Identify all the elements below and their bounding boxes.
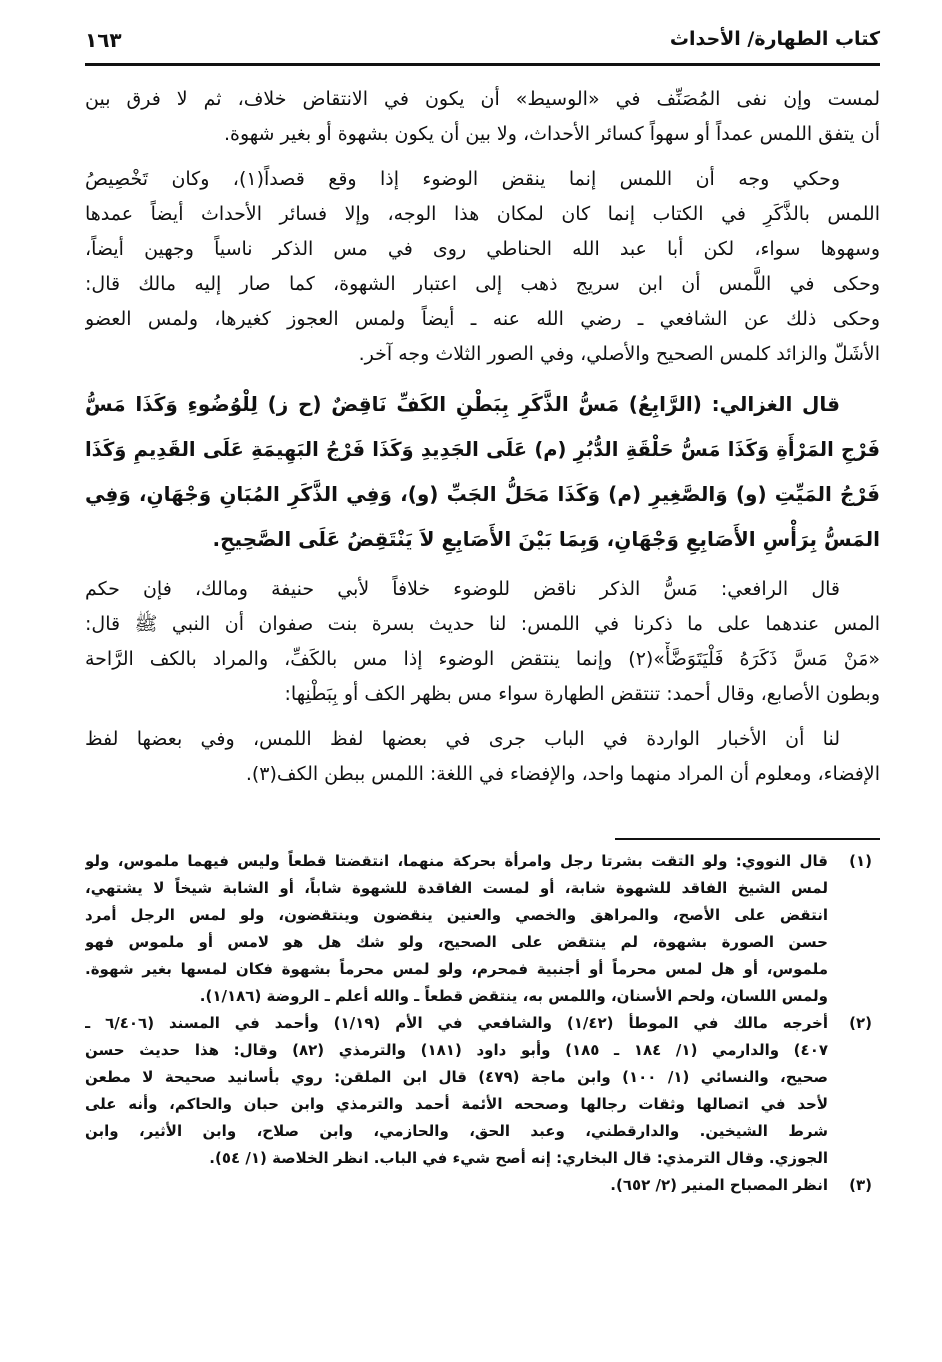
text-line: الإفضاء، ومعلوم أن المراد منهما واحد، والإفضاء في اللغة: اللمس ببطن الكف(٣).: [245, 763, 880, 785]
text-line: المَسُّ بِرَأْسِ الأَصَابِعِ وَجْهَانِ، وَبِمَا بَيْنَ الأَصَابِعِ لاَ يَنْتَقِضُ عَلَى الصَّحِيحِ.: [212, 527, 880, 551]
text-line: حسن الصورة بشهوة، لم ينتقض على الصحيح، ولو شك هل هو لامس أو ملموس فهو: [85, 933, 828, 951]
main-text: [85, 82, 880, 802]
text-line: انظر المصباح المنير (٢/ ٦٥٢).: [610, 1176, 828, 1194]
text-line: لمس الشيخ الفاقد للشهوة شابة، أو لمست الفاقدة للشهوة شاباً، أو الشابة شيخاً لا يشتهي،: [85, 879, 828, 897]
footnote-separator: [615, 838, 880, 840]
text-line: شرط الشيخين. والدارقطني، وعبد الحق، والحازمي، وابن صلاح، وابن الأثير، وابن: [85, 1122, 828, 1140]
text-line: فَرْجِ المَرْأَةِ وَكَذَا مَسُّ حَلْقَةِ الدُّبُرِ (م) عَلَى الجَدِيدِ وَكَذَا فَرْجُ البَهِيمَةِ عَلَى القَدِيمِ وَكَذَا: [85, 438, 880, 461]
matn-paragraph: [85, 382, 880, 562]
text-line: ملموس، أو هل لمس محرماً أو أجنبية فمحرم، ولو لمس محرماً بشهوة فكان لمسها بغير شهوة.: [85, 960, 828, 978]
footnote-number: (١): [849, 852, 872, 870]
text-line: وحكي وجه أن اللمس إنما ينقض الوضوء إذا وقع قصداً(١)، وكان تَخْصِيصُ: [85, 168, 840, 190]
page-number: ١٦٣: [85, 28, 122, 52]
text-line: وبطون الأصابع، وقال أحمد: تنتقض الطهارة سواء مس بظهر الكف أو بِبَطْنِها:: [284, 683, 880, 705]
footnote-number: (٢): [849, 1014, 872, 1032]
text-line: وحكى في اللَّمس أن ابن سريج ذهب إلى اعتبار الشهوة، كما صار إليه مالك قال:: [85, 273, 880, 295]
footnote: [85, 848, 880, 1010]
footnote: [85, 1010, 880, 1172]
text-line: لأحد في اتصالها وثقات رجالها وصححه الأئمة أحمد والترمذي وابن حبان والحاكم، وأنه على: [85, 1095, 828, 1113]
text-line: انتقض على الأصح، والمراهق والخصي والعنين ينقضون وينتقضون، ولو لمس الرجل أمرد: [85, 906, 828, 924]
text-line: لمست وإن نفى المُصَنِّف في «الوسيط» أن يكون في الانتقاض خلاف، ثم لا فرق بين: [85, 88, 880, 110]
footnote: [85, 1172, 880, 1199]
paragraph: [85, 82, 880, 152]
text-line: أخرجه مالك في الموطأ (١/٤٢) والشافعي في الأم (١/١٩) وأحمد في المسند (٦/٤٠٦ ـ: [85, 1014, 828, 1032]
header-rule: [85, 63, 880, 66]
running-header: [85, 28, 880, 62]
text-line: اللمس بالذَّكَرِ في الكتاب إنما كان لمكان هذا الوجه، وإلا فسائر الأحداث أيضاً عمدها: [85, 203, 880, 225]
text-line: أن يتفق اللمس عمداً أو سهواً كسائر الأحداث، ولا بين أن يكون بشهوة أو بغير شهوة.: [223, 123, 880, 145]
text-line: لنا أن الأخبار الواردة في الباب جرى في بعضها لفظ اللمس، وفي بعضها لفظ: [85, 728, 840, 750]
text-line: وسهوها سواء، لكن أبا عبد الله الحناطي روى في مس الذكر ناسياً وجهين أيضاً،: [85, 238, 880, 260]
text-line: قال الغزالي: (الرَّابِعُ) مَسُّ الذَّكَرِ بِبَطْنِ الكَفِّ نَاقِضٌ (ح ز) لِلْوُضُوءِ وَكَذَا مَسُّ: [85, 392, 840, 416]
text-line: الأشَلّ والزائد كلمس الصحيح والأصلي، وفي الصور الثلاث وجه آخر.: [358, 343, 880, 365]
text-line: قال النووي: ولو التقت بشرتا رجل وامرأة بحركة منهما، انتقضتا قطعاً وليس فيهما ملموس، ولو: [85, 852, 828, 870]
text-line: قال الرافعي: مَسُّ الذكر ناقض للوضوء خلافاً لأبي حنيفة ومالك، فإن حكم: [85, 578, 840, 600]
text-line: صحيح، والنسائي (١/ ١٠٠) وابن ماجة (٤٧٩) قال ابن الملقن: روي بأسانيد صحيحة لا مطعن: [85, 1068, 828, 1086]
text-line: ٤٠٧) والدارمي (١/ ١٨٤ ـ ١٨٥) وأبو داود (١٨١) والترمذي (٨٢) وقال: هذا حديث حسن: [85, 1041, 828, 1059]
paragraph: [85, 572, 880, 712]
running-header-title: كتاب الطهارة/ الأحداث: [669, 28, 880, 50]
footnotes: [85, 848, 880, 1199]
text-line: فَرْجُ المَيِّتِ (و) وَالصَّغِيرِ (م) وَكَذَا مَحَلُّ الجَبِّ (و)، وَفِي الذَّكَرِ المُبَانِ وَجْهَانِ، وَفِي: [85, 482, 880, 506]
text-line: وحكى ذلك عن الشافعي ـ رضي الله عنه ـ أيضاً ولمس العجوز كغيرها، ولمس العضو: [85, 308, 880, 330]
text-line: الجوزي. وقال الترمذي: قال البخاري: إنه أصح شيء في الباب. انظر الخلاصة (١/ ٥٤).: [209, 1149, 828, 1167]
paragraph: [85, 722, 880, 792]
text-line: ولمس اللسان، ولحم الأسنان، واللمس به، ينتقض قطعاً ـ والله أعلم ـ الروضة (١/١٨٦).: [199, 987, 828, 1005]
footnote-number: (٣): [849, 1176, 872, 1194]
text-line: «مَنْ مَسَّ ذَكَرَهُ فَلْيَتَوَضَّأْ»(٢) وإنما ينتقض الوضوء إذا مس بالكَفِّ، والمراد بالكف الرَّاحة: [85, 648, 880, 670]
text-line: المس عندهما على ما ذكرنا في اللمس: لنا حديث بسرة بنت صفوان أن النبي ﷺ قال:: [85, 613, 880, 635]
paragraph: [85, 162, 880, 372]
